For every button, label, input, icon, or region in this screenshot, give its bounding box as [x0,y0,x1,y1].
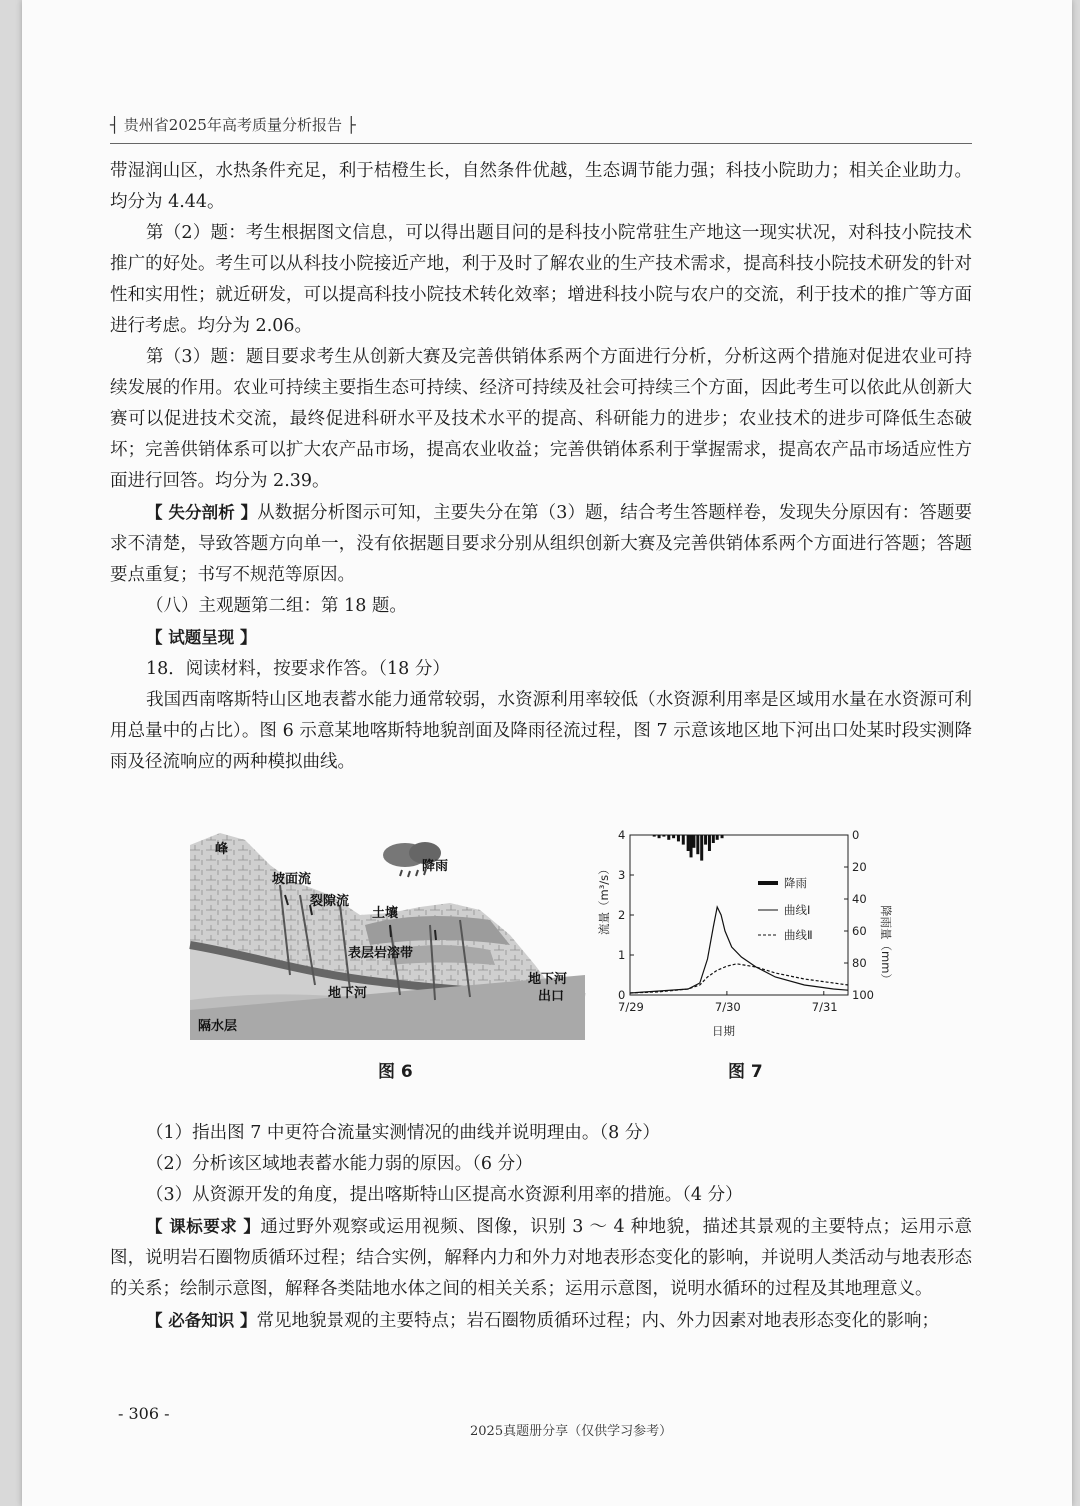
y-tick-label: 3 [618,868,626,882]
sub-question: （1）指出图 7 中更符合流量实测情况的曲线并说明理由。（8 分） [146,1123,660,1143]
label-rain: 降雨 [422,859,449,874]
page-number: - 306 - [118,1404,170,1423]
label-karst-zone: 表层岩溶带 [348,946,414,961]
knowledge-label: 【 必备知识 】 [146,1311,257,1330]
y2-tick-label: 80 [852,956,867,970]
question-intro: 18．阅读材料，按要求作答。（18 分） [146,659,450,679]
running-header [110,110,972,142]
question-material: 我国西南喀斯特山区地表蓄水能力通常较弱，水资源利用率较低（水资源利用率是区域用水量在水资源可利用总量中的占比）。图 6 示意某地喀斯特地貌剖面及降雨径流过程，图 7 示意该地区地下河出口处某时段实测降雨及径流响应的两种模拟曲线。 [110,690,972,772]
header-title: ┤ 贵州省2025年高考质量分析报告 ├ [110,116,356,134]
loss-analysis [110,497,972,591]
label-peak: 峰 [215,842,229,857]
x-tick-label: 7/29 [618,1000,644,1014]
rain-bar [687,835,690,851]
figure-7-hydrograph [597,825,893,1040]
knowledge-text: 常见地貌景观的主要特点；岩石圈物质循环过程；内、外力因素对地表形态变化的影响； [256,1311,939,1331]
figure-6-karst-profile [190,825,585,1040]
x-tick-label: 7/31 [811,1000,838,1014]
rain-bar [716,835,719,840]
rain-bar [672,835,675,838]
rain-bar [721,835,724,838]
x-axis-label: 日期 [712,1024,735,1038]
y2-tick-label: 60 [852,924,867,938]
curriculum-requirement [110,1211,972,1305]
series-curve2-line [630,964,848,993]
loss-analysis-label: 【 失分剖析 】 [146,503,258,522]
y-axis-label-left: 流量（m³/s） [597,863,611,935]
y2-tick-label: 20 [852,860,867,874]
rain-bar [667,835,670,840]
label-outlet-line1: 地下河 [528,972,568,987]
label-slope-flow: 坡面流 [272,872,312,887]
rain-bar [708,835,711,851]
section-heading: （八）主观题第二组：第 18 题。 [146,596,407,616]
paragraph: 第（3）题：题目要求考生从创新大赛及完善供销体系两个方面进行分析，分析这两个措施对促进农业可持续发展的作用。农业可持续主要指生态可持续、经济可持续及社会可持续三个方面，因此考生可以依此从创新大赛可以促进技术交流，最终促进科研水平及技术水平的提高、科研能力的进步；农业技术的进步可降低生态破坏；完善供销体系可以扩大农产品市场，提高农业收益；完善供销体系利于掌握需求，提高农产品市场适应性方面进行回答。均分为 2.39。 [110,347,972,491]
sub-question: （2）分析该区域地表蓄水能力弱的原因。（6 分） [146,1154,533,1174]
rain-bar [696,835,699,854]
header-rule [110,143,972,144]
plot-frame [630,835,848,995]
question-label: 【 试题呈现 】 [146,628,257,647]
y-tick-label: 4 [618,828,626,842]
question-label-line [110,622,972,654]
y2-tick-label: 0 [852,828,860,842]
curriculum-text: 通过野外观察或运用视频、图像，识别 3 ～ 4 种地貌，描述其景观的主要特点；运用示意图，说明岩石圈物质循环过程；结合实例，解释内力和外力对地表形态变化的影响，并说明人类活动与地表形态的关系；绘制示意图，解释各类陆地水体之间的相关关系；运用示意图，说明水循环的过程及其地理意义。 [110,1217,972,1299]
figures [190,825,893,1085]
y2-tick-label: 100 [852,988,874,1002]
figure-7-caption: 图 7 [728,1062,763,1082]
legend-curve1: 曲线Ⅰ [784,903,811,917]
y-tick-label: 2 [618,908,626,922]
paragraph: 第（2）题：考生根据图文信息，可以得出题目问的是科技小院常驻生产地这一现实状况，对科技小院技术推广的好处。考生可以从科技小院接近产地，利于及时了解农业的生产技术需求，提高科技小院技术研发的针对性和实用性；就近研发，可以提高科技小院技术转化效率；增进科技小院与农户的交流，利于技术的推广等方面进行考虑。均分为 2.06。 [110,223,972,336]
rain-bar [692,835,695,848]
loss-analysis-text: 从数据分析图示可知，主要失分在第（3）题，结合考生答题样卷，发现失分原因有：答题要求不清楚，导致答题方向单一，没有依据题目要求分别从组织创新大赛及完善供销体系两个方面进行答题；答题要点重复；书写不规范等原因。 [110,503,972,585]
label-crack-flow: 裂隙流 [310,894,350,909]
rain-bar [682,835,685,845]
series-curve1-line [630,907,848,993]
y-tick-label: 1 [618,948,626,962]
rain-bar [662,835,665,837]
rain-bar [712,835,715,843]
rain-bar [700,835,703,861]
label-underground-river: 地下河 [328,986,368,1001]
label-aquiclude: 隔水层 [198,1019,238,1034]
footer-note: 2025真题册分享（仅供学习参考） [470,1424,673,1439]
questions-and-notes [110,1118,972,1337]
rain-bar [658,835,661,838]
label-outlet-line2: 出口 [538,989,565,1004]
label-soil: 土壤 [372,906,399,921]
y-axis-label-right: 降雨量（mm） [879,905,893,985]
legend-rain: 降雨 [784,876,807,890]
sub-question: （3）从资源开发的角度，提出喀斯特山区提高水资源利用率的措施。（4 分） [146,1185,743,1205]
x-tick-label: 7/30 [714,1000,741,1014]
figure-6-caption: 图 6 [378,1062,413,1082]
curriculum-label: 【 课标要求 】 [146,1217,261,1236]
rain-bar [677,835,680,841]
y2-tick-label: 40 [852,892,867,906]
rain-bar [704,835,707,845]
y-tick-label: 0 [618,988,626,1002]
essential-knowledge [110,1305,972,1337]
paragraph: 带湿润山区，水热条件充足，利于桔橙生长，自然条件优越，生态调节能力强；科技小院助力；相关企业助力。均分为 4.44。 [110,161,972,212]
legend-curve2: 曲线Ⅱ [784,928,813,942]
rain-bar [690,835,693,857]
main-text [110,156,972,778]
rain-bar [653,835,656,837]
